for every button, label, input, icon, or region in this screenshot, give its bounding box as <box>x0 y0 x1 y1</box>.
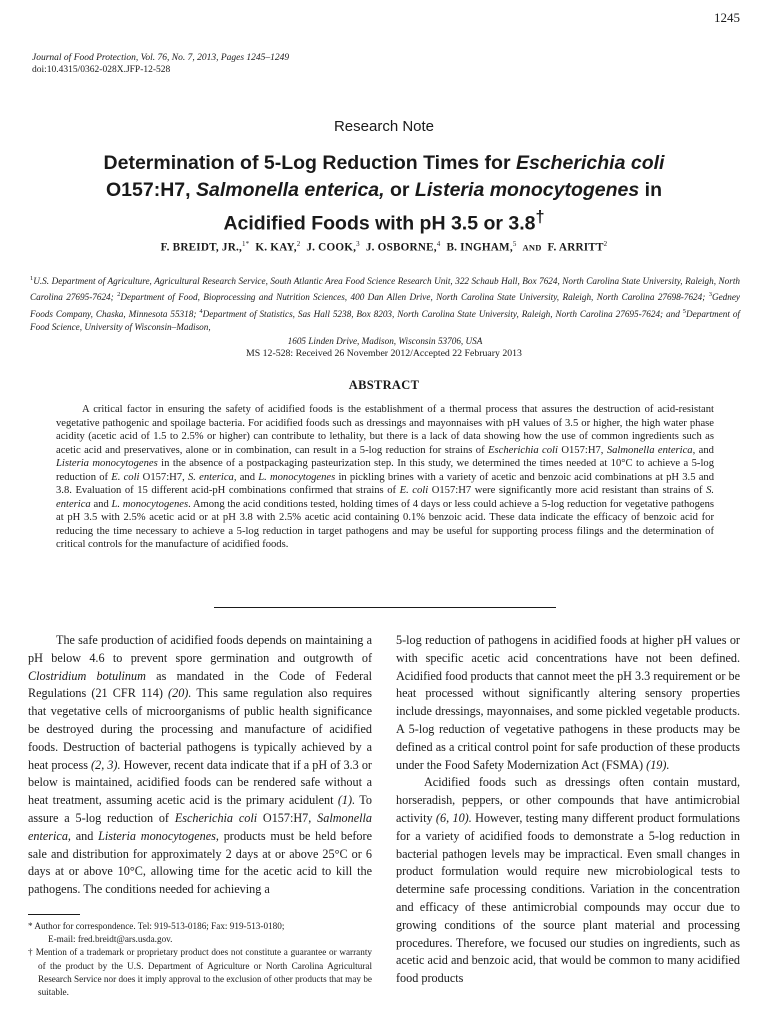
body-paragraph: Acidified foods such as dressings often contain mustard, horseradish, peppers, or other compounds that have antimicrobial activity (6, 10). However, testing many different product formulations for a variety of acidified foods to demonstrate a 5-log reduction in bacterial pathogen levels may be impractical. Even small changes in product formulation would require new microbiological tests to determine safe processing conditions. Variation in the concentration and efficacy of these antimicrobial compounds may occur due to growing conditions of the source plant material and processing procedures. Therefore, we focused our studies on ingredients, such as acetic acid and benzoic acid, that would be common to many acidified food products <box>396 775 740 986</box>
disclaimer-footnote: † Mention of a trademark or proprietary product does not constitute a guarantee or warranty of the product by the U.S. Department of Agriculture or North Carolina Agricultural Research Service nor does it imply approval to the exclusion of other products that may be suitable. <box>28 947 372 998</box>
section-label: Research Note <box>333 118 435 135</box>
page-number: 1245 <box>714 10 740 25</box>
body-column-right <box>396 632 740 988</box>
intro-paragraph: The safe production of acidified foods depends on maintaining a pH below 4.6 to prevent spore germination and outgrowth of Clostridium botulinum as mandated in the Code of Federal Regulations (21 CFR 114) (20). This same regulation also requires that vegetative cells of microorganisms of public health significance be destroyed during the processing and manufacture of acidified foods. Destruction of bacterial pathogens is typically achieved by a heat process (2, 3). However, recent data indicate that if a pH of 3.3 or below is maintained, acidified foods can be rendered safe without a heat treatment, assuming acetic acid is the primary acidulent (1). To assure a 5-log reduction of Escherichia coli O157:H7, Salmonella enterica, and Listeria monocytogenes, products must be held before sale and distribution for approximately 2 days at or above 25°C or 6 days at or above 10°C, allowing time for the acetic acid to kill the pathogens. The conditions needed for achieving a <box>28 633 372 897</box>
footnote-divider <box>28 914 80 915</box>
doi[interactable]: doi:10.4315/0362-028X.JFP-12-528 <box>32 65 171 75</box>
reference-link[interactable]: (20). <box>168 686 192 701</box>
author-list: F. BREIDT, JR.,$^{1*}$ K. KAY,$^2$ J. COOK,$^3$ J. OSBORNE,$^4$ B. INGHAM,$^5$ AND F. ARRITT$^2$ <box>160 240 608 254</box>
affiliations: $^1$U.S. Department of Agriculture, Agricultural Research Service, South Atlantic Area Food Science Research Unit, 322 Schaub Hall, Box 7624, North Carolina State University, Raleigh, North Carolina 27695-7624; $^2$Department of Food, Bioprocessing and Nutrition Sciences, 400 Dan Allen Drive, North Carolina State University, Raleigh, North Carolina 27698-7624; $^3$Gedney Foods Company, Chaska, Minnesota 55318; $^4$Department of Statistics, Sas Hall 5238, Box 8203, North Carolina State University, Raleigh, North Carolina 27695-7624; and $^5$Department of Food Science, University of Wisconsin–Madison, 1605 Linden Drive, Madison, Wisconsin 53706, USA <box>30 275 740 346</box>
manuscript-dates: MS 12-528: Received 26 November 2012/Accepted 22 February 2013 <box>246 348 522 359</box>
correspondence-footnote: * Author for correspondence. Tel: 919-513-0186; Fax: 919-513-0180; E-mail: fred.breidt@ars.usda.gov. <box>28 921 285 945</box>
reference-link[interactable]: (2, 3). <box>91 757 121 772</box>
paper-title: Determination of 5-Log Reduction Times for Escherichia coli O157:H7, Salmonella enterica, or Listeria monocytogenes in Acidified Foods with pH 3.5 or 3.8† <box>103 152 665 235</box>
reference-link[interactable]: (6, 10). <box>435 810 472 825</box>
abstract-heading: ABSTRACT <box>348 378 420 392</box>
reference-link[interactable]: (1). <box>337 793 356 808</box>
section-divider <box>214 607 556 608</box>
abstract-body: A critical factor in ensuring the safety of acidified foods is the establishment of a thermal process that assures the destruction of acid-resistant vegetative pathogenic and spoilage bacteria. For acidified foods such as dressings and mayonnaises with pH values of 3.5 or higher, the high water phase acidity (acetic acid of 1.5 to 2.5% or higher) can contribute to lethality, but there is a lack of data showing how the use of common ingredients such as acetic acid and preservatives, alone or in combination, can result in a 5-log reduction for strains of Escherichia coli O157:H7, Salmonella enterica, and Listeria monocytogenes in the absence of a postpackaging pasteurization step. In this study, we determined the times needed at 10°C to achieve a 5-log reduction of E. coli O157:H7, S. enterica, and L. monocytogenes in pickling brines with a variety of acetic and benzoic acid combinations at pH 3.5 and 3.8. Evaluation of 15 different acid-pH combinations confirmed that strains of E. coli O157:H7 were significantly more acid resistant than strains of S. enterica and L. monocytogenes. Among the acid conditions tested, holding times of 4 days or less could achieve a 5-log reduction for vegetative pathogens at pH 3.5 with 2.5% acetic acid or at pH 3.8 with 2.5% acetic acid containing 0.1% benzoic acid. These data indicate the efficacy of benzoic acid for reducing the time necessary to achieve a 5-log reduction in target pathogens and may be useful for supporting process filings and the determination of critical controls for the manufacture of acidified foods. <box>56 404 715 550</box>
journal-citation: Journal of Food Protection, Vol. 76, No. 7, 2013, Pages 1245–1249 <box>32 53 290 63</box>
reference-link[interactable]: (19). <box>646 757 670 772</box>
body-column-left <box>28 632 372 899</box>
footnotes <box>28 920 372 999</box>
continued-paragraph: 5-log reduction of pathogens in acidified foods at higher pH values or with specific acetic acid concentrations have not been defined. Acidified food products that cannot meet the pH 3.3 requirement or be heat processed without significantly altering sensory properties include dressings, mayonnaises, and some pickled vegetable products. A 5-log reduction of vegetative pathogens in these products may be defined as a critical control point for safe production of these products under the Food Safety Modernization Act (FSMA) (19). <box>396 633 740 772</box>
title-dagger: † <box>535 208 545 226</box>
